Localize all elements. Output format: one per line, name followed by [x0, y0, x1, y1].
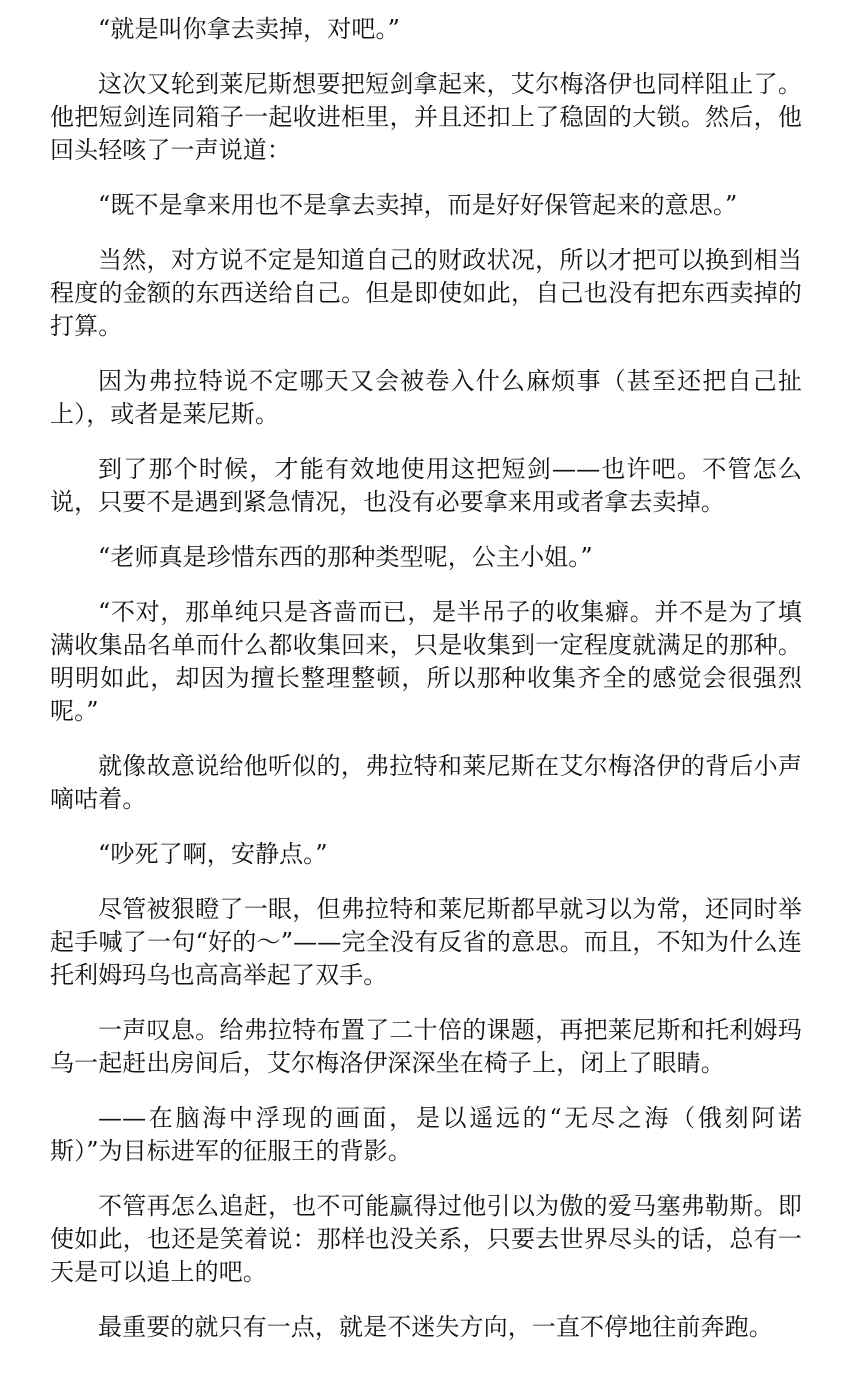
paragraph: “就是叫你拿去卖掉，对吧。”: [98, 15, 400, 43]
paragraph: 因为弗拉特说不定哪天又会被卷入什么麻烦事（甚至还把自己扯上），或者是莱尼斯。: [50, 367, 802, 428]
paragraph: 一声叹息。给弗拉特布置了二十倍的课题，再把莱尼斯和托利姆玛乌一起赶出房间后，艾尔梅洛伊深深坐在椅子上，闭上了眼睛。: [50, 1016, 802, 1077]
paragraph: 当然，对方说不定是知道自己的财政状况，所以才把可以换到相当程度的金额的东西送给自己。但是即使如此，自己也没有把东西卖掉的打算。: [50, 246, 802, 340]
paragraph: “不对，那单纯只是吝啬而已，是半吊子的收集癖。并不是为了填满收集品名单而什么都收集回来，只是收集到一定程度就满足的那种。明明如此，却因为擅长整理整顿，所以那种收集齐全的感觉会很强烈呢。”: [50, 598, 802, 725]
paragraph: 最重要的就只有一点，就是不迷失方向，一直不停地往前奔跑。: [98, 1313, 773, 1341]
paragraph: 到了那个时候，才能有效地使用这把短剑——也许吧。不管怎么说，只要不是遇到紧急情况，也没有必要拿来用或者拿去卖掉。: [50, 455, 802, 516]
paragraph: 就像故意说给他听似的，弗拉特和莱尼斯在艾尔梅洛伊的背后小声嘀咕着。: [50, 752, 802, 813]
paragraph: 不管再怎么追赶，也不可能赢得过他引以为傲的爱马塞弗勒斯。即使如此，也还是笑着说：那样也没关系，只要去世界尽头的话，总有一天是可以追上的吧。: [50, 1192, 802, 1286]
paragraph: 尽管被狠瞪了一眼，但弗拉特和莱尼斯都早就习以为常，还同时举起手喊了一句“好的～”——完全没有反省的意思。而且，不知为什么连托利姆玛乌也高高举起了双手。: [50, 895, 802, 989]
paragraph: “吵死了啊，安静点。”: [98, 840, 328, 868]
paragraph: ——在脑海中浮现的画面，是以遥远的“无尽之海（俄刻阿诺斯）”为目标进军的征服王的背影。: [50, 1104, 802, 1165]
paragraph: 这次又轮到莱尼斯想要把短剑拿起来，艾尔梅洛伊也同样阻止了。他把短剑连同箱子一起收进柜里，并且还扣上了稳固的大锁。然后，他回头轻咳了一声说道：: [50, 70, 802, 164]
paragraph: “既不是拿来用也不是拿去卖掉，而是好好保管起来的意思。”: [98, 191, 738, 219]
paragraph: “老师真是珍惜东西的那种类型呢，公主小姐。”: [98, 543, 593, 571]
document-page: [50, 13, 802, 1344]
